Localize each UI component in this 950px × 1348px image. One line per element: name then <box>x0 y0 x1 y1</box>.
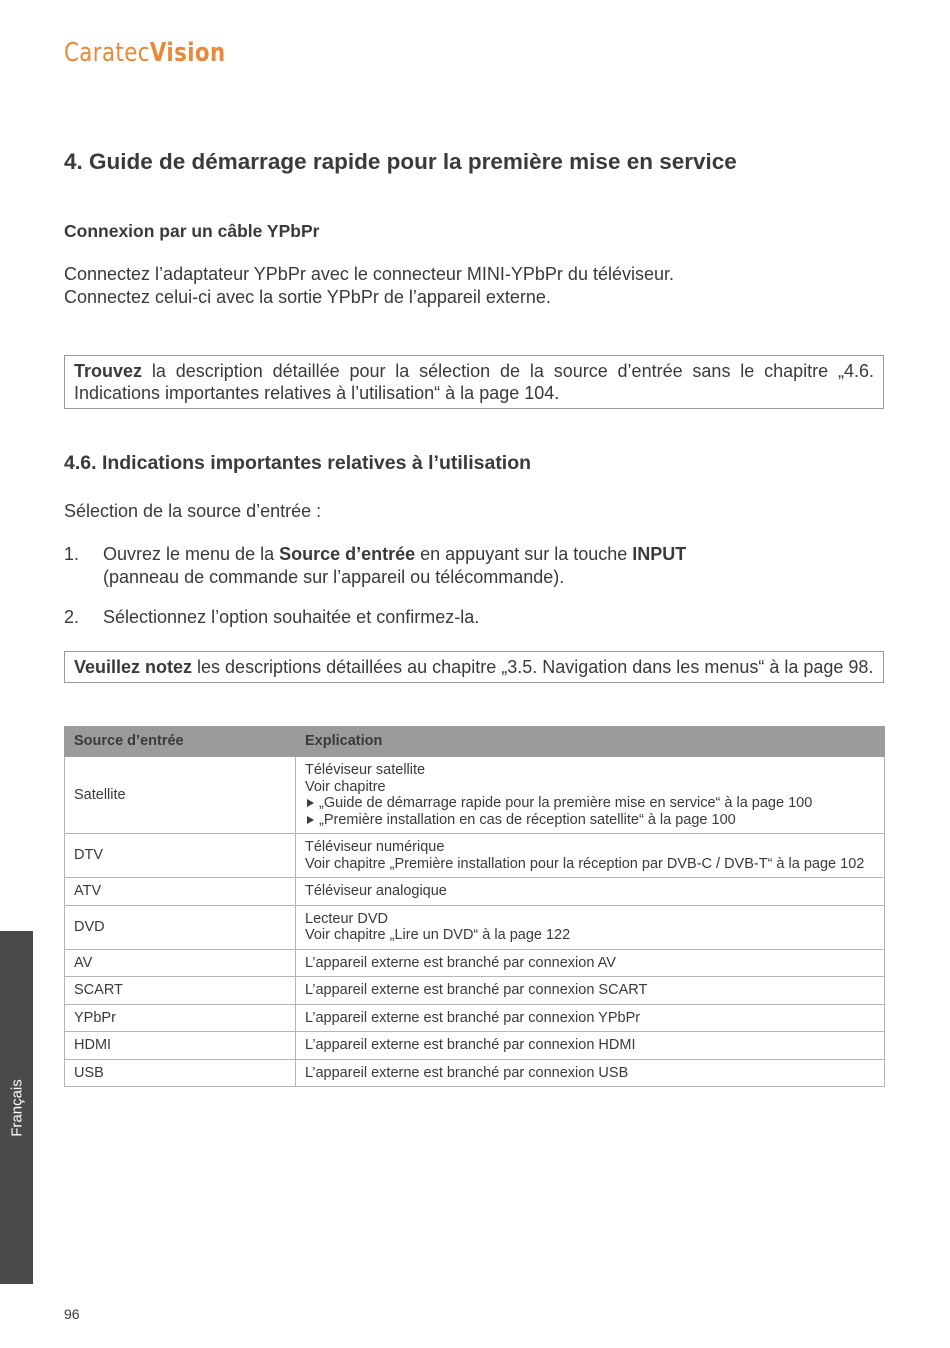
explanation-line: Voir chapitre „Lire un DVD“ à la page 122 <box>305 927 571 943</box>
table-row <box>65 977 885 1005</box>
note-text: la description détaillée pour la sélection de la source d’entrée sans le chapitre „4.6. Indications importantes relatives à l’utilisation“ à la page 104. <box>74 361 874 403</box>
table-row <box>65 1059 885 1087</box>
step-text: Ouvrez le menu de la <box>103 544 280 564</box>
logo-bold: Vision <box>149 38 226 68</box>
section-heading: 4.6. Indications importantes relatives à l’utilisation <box>64 452 532 474</box>
language-label: Français <box>8 1079 26 1137</box>
source-cell: SCART <box>65 977 296 1005</box>
step-bold: INPUT <box>632 544 687 564</box>
paragraph-line: Connectez l’adaptateur YPbPr avec le connecteur MINI-YPbPr du téléviseur. <box>64 264 674 284</box>
source-cell: HDMI <box>65 1032 296 1060</box>
table-row <box>65 878 885 906</box>
list-item <box>64 606 864 629</box>
table-header-row <box>65 727 885 757</box>
list-text <box>103 543 863 589</box>
logo-regular: Caratec <box>64 38 150 68</box>
triangle-bullet-icon <box>307 799 314 807</box>
explanation-line: Voir chapitre „Première installation pour la réception par DVB-C / DVB-T“ à la page 102 <box>305 855 865 872</box>
table-row <box>65 757 885 834</box>
note-bold: Trouvez <box>74 361 143 381</box>
explanation-line: Voir chapitre <box>305 778 386 795</box>
explanation-cell <box>296 905 885 949</box>
source-cell: ATV <box>65 878 296 906</box>
explanation-cell: L’appareil externe est branché par connexion SCART <box>296 977 885 1005</box>
bullet-text: „Première installation en cas de réception satellite“ à la page 100 <box>319 811 736 828</box>
explanation-line: Téléviseur satellite <box>305 762 426 778</box>
source-cell: AV <box>65 949 296 977</box>
explanation-line: Lecteur DVD <box>305 910 389 927</box>
bullet-item <box>305 812 875 829</box>
source-cell: YPbPr <box>65 1004 296 1032</box>
source-cell: DVD <box>65 905 296 949</box>
table-row <box>65 905 885 949</box>
triangle-bullet-icon <box>307 816 314 824</box>
list-number: 1. <box>64 544 80 564</box>
section-title: 4. Guide de démarrage rapide pour la première mise en service <box>64 149 737 174</box>
intro-text: Sélection de la source d’entrée : <box>64 501 322 521</box>
note-text: les descriptions détaillées au chapitre „3.5. Navigation dans les menus“ à la page 98. <box>192 657 874 677</box>
explanation-cell: Téléviseur analogique <box>296 878 885 906</box>
paragraph-line: Connectez celui-ci avec la sortie YPbPr de l’appareil externe. <box>64 287 551 307</box>
step-bold: Source d’entrée <box>279 544 416 564</box>
subsection-title: Connexion par un câble YPbPr <box>64 221 320 241</box>
note-box <box>64 651 884 683</box>
source-cell: Satellite <box>65 757 296 834</box>
table-row <box>65 949 885 977</box>
page-number: 96 <box>64 1306 80 1322</box>
bullet-item <box>305 795 875 812</box>
note-box <box>64 355 884 409</box>
note-bold: Veuillez notez <box>74 657 193 677</box>
table-row <box>65 1004 885 1032</box>
list-number: 2. <box>64 607 80 627</box>
step-text: (panneau de commande sur l’appareil ou télécommande). <box>103 567 565 587</box>
input-source-table <box>64 726 885 1087</box>
table-row <box>65 834 885 878</box>
explanation-cell <box>296 834 885 878</box>
list-text: Sélectionnez l’option souhaitée et confirmez-la. <box>103 607 480 627</box>
explanation-cell: L’appareil externe est branché par connexion YPbPr <box>296 1004 885 1032</box>
explanation-line: Téléviseur numérique <box>305 839 445 855</box>
explanation-cell: L’appareil externe est branché par connexion USB <box>296 1059 885 1087</box>
explanation-cell: L’appareil externe est branché par connexion HDMI <box>296 1032 885 1060</box>
list-item <box>64 543 864 589</box>
brand-logo <box>64 38 226 68</box>
source-cell: USB <box>65 1059 296 1087</box>
table-row <box>65 1032 885 1060</box>
bullet-text: „Guide de démarrage rapide pour la première mise en service“ à la page 100 <box>319 795 813 811</box>
column-header: Explication <box>296 727 885 757</box>
source-cell: DTV <box>65 834 296 878</box>
column-header: Source d’entrée <box>65 727 296 757</box>
step-text: en appuyant sur la touche <box>415 544 633 564</box>
explanation-cell: L’appareil externe est branché par connexion AV <box>296 949 885 977</box>
explanation-cell <box>296 757 885 834</box>
